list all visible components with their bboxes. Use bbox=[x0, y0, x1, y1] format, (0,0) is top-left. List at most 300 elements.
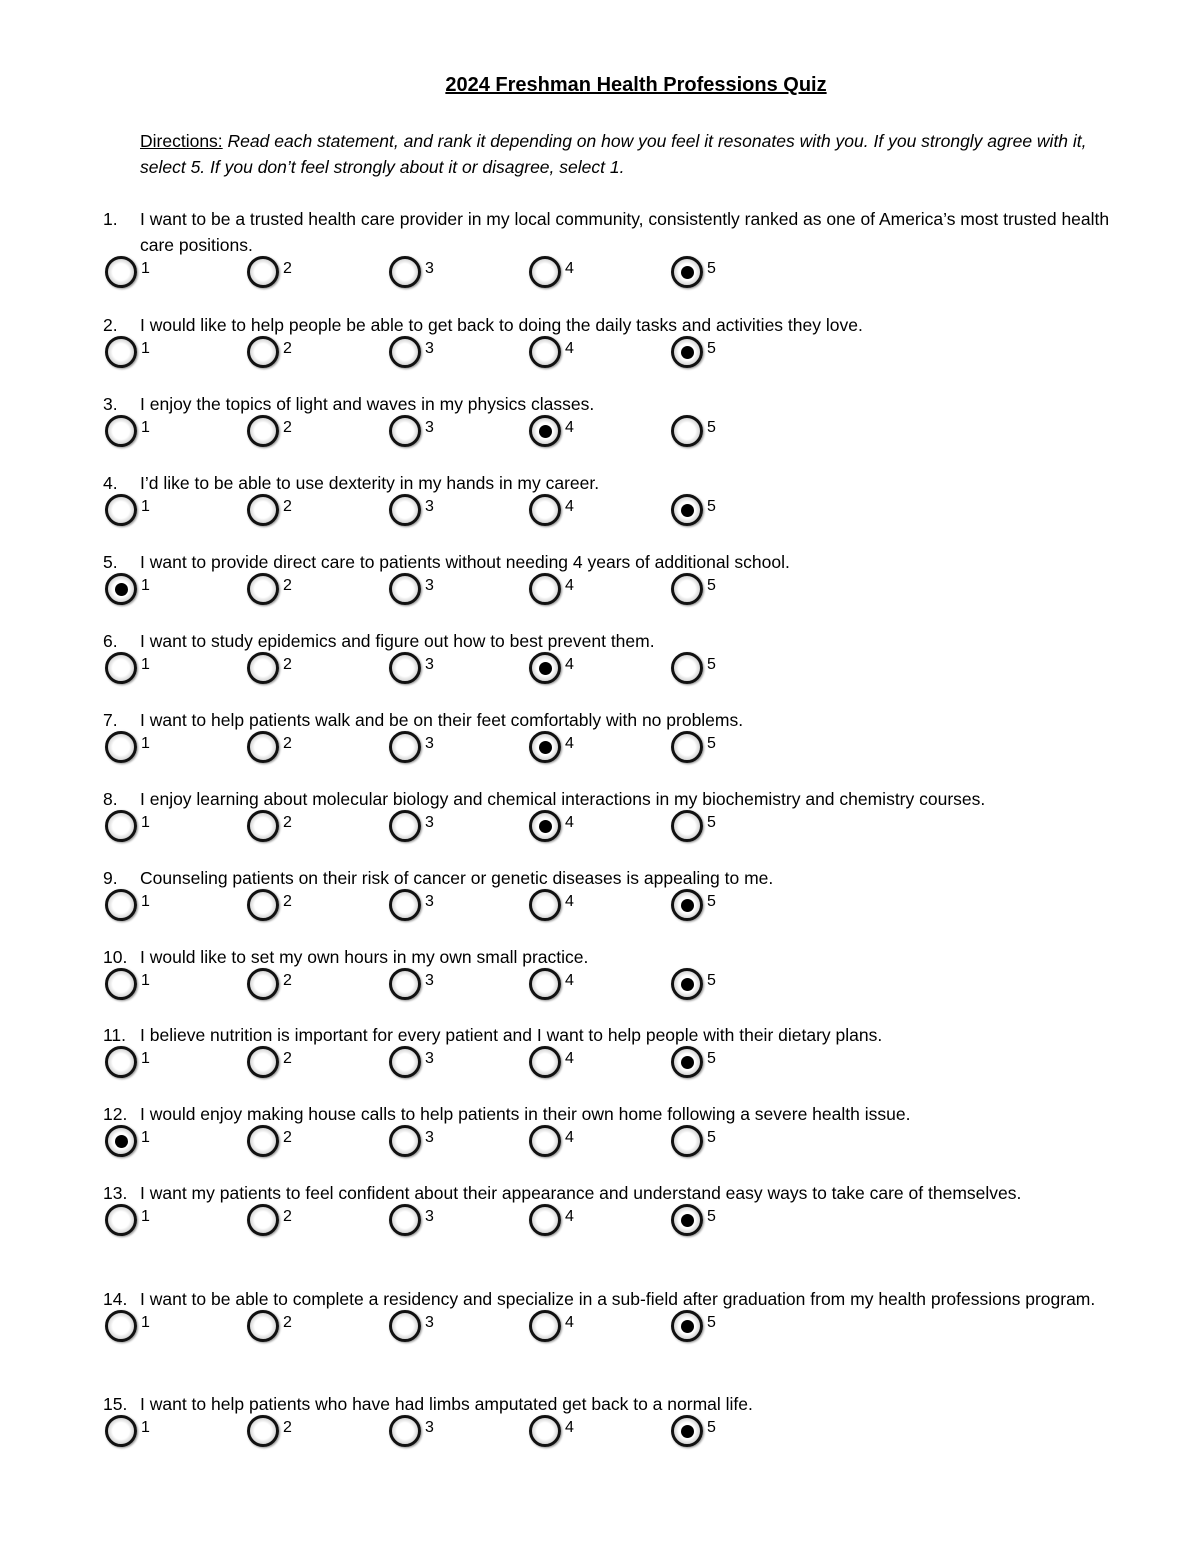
radio-circle-icon[interactable] bbox=[389, 1125, 421, 1157]
radio-circle-icon[interactable] bbox=[529, 573, 561, 605]
radio-circle-icon[interactable] bbox=[671, 1046, 703, 1078]
rating-option-5[interactable] bbox=[669, 492, 719, 528]
rating-option-label: 2 bbox=[283, 814, 292, 831]
question-text: I would like to help people be able to get back to doing the daily tasks and activities they love. bbox=[140, 315, 863, 335]
radio-circle-icon[interactable] bbox=[247, 573, 279, 605]
rating-option-label: 5 bbox=[707, 260, 716, 277]
rating-option-4[interactable] bbox=[527, 1044, 577, 1080]
radio-selected-dot-icon bbox=[539, 662, 552, 675]
question-text-row bbox=[103, 206, 1133, 258]
radio-circle-icon[interactable] bbox=[671, 415, 703, 447]
rating-option-label: 5 bbox=[707, 1419, 716, 1436]
rating-option-3[interactable] bbox=[387, 1044, 437, 1080]
question-text: I enjoy learning about molecular biology and chemical interactions in my biochemistry and chemistry courses. bbox=[140, 789, 986, 809]
radio-circle-icon[interactable] bbox=[105, 652, 137, 684]
rating-option-label: 4 bbox=[565, 1129, 574, 1146]
rating-option-4[interactable] bbox=[527, 1202, 577, 1238]
rating-option-5[interactable] bbox=[669, 729, 719, 765]
radio-circle-icon[interactable] bbox=[247, 494, 279, 526]
radio-circle-icon[interactable] bbox=[105, 1046, 137, 1078]
question-12 bbox=[103, 1101, 1133, 1163]
rating-option-1[interactable] bbox=[103, 1308, 153, 1344]
rating-option-label: 3 bbox=[425, 814, 434, 831]
rating-option-label: 4 bbox=[565, 972, 574, 989]
question-10 bbox=[103, 944, 1133, 1006]
radio-circle-icon[interactable] bbox=[529, 1204, 561, 1236]
question-number: 11. bbox=[103, 1025, 127, 1045]
radio-circle-icon[interactable] bbox=[389, 1415, 421, 1447]
rating-option-2[interactable] bbox=[245, 334, 295, 370]
radio-circle-icon[interactable] bbox=[105, 1125, 137, 1157]
radio-circle-icon[interactable] bbox=[389, 1046, 421, 1078]
radio-circle-icon[interactable] bbox=[389, 494, 421, 526]
radio-circle-icon[interactable] bbox=[247, 652, 279, 684]
question-text: I would enjoy making house calls to help patients in their own home following a severe health issue. bbox=[140, 1104, 911, 1124]
question-text: Counseling patients on their risk of cancer or genetic diseases is appealing to me. bbox=[140, 868, 774, 888]
rating-option-3[interactable] bbox=[387, 1308, 437, 1344]
radio-selected-dot-icon bbox=[681, 346, 694, 359]
radio-selected-dot-icon bbox=[539, 425, 552, 438]
question-15 bbox=[103, 1391, 1133, 1453]
radio-circle-icon[interactable] bbox=[247, 1310, 279, 1342]
rating-option-4[interactable] bbox=[527, 1123, 577, 1159]
question-11 bbox=[103, 1022, 1133, 1084]
radio-circle-icon[interactable] bbox=[247, 415, 279, 447]
rating-option-4[interactable] bbox=[527, 1308, 577, 1344]
rating-option-label: 1 bbox=[141, 814, 150, 831]
question-14 bbox=[103, 1286, 1133, 1348]
radio-circle-icon[interactable] bbox=[671, 336, 703, 368]
radio-selected-dot-icon bbox=[115, 1135, 128, 1148]
radio-selected-dot-icon bbox=[539, 741, 552, 754]
rating-option-label: 1 bbox=[141, 656, 150, 673]
rating-option-label: 3 bbox=[425, 419, 434, 436]
rating-option-label: 2 bbox=[283, 260, 292, 277]
radio-circle-icon[interactable] bbox=[389, 810, 421, 842]
rating-option-5[interactable] bbox=[669, 413, 719, 449]
rating-option-4[interactable] bbox=[527, 254, 577, 290]
rating-option-label: 3 bbox=[425, 656, 434, 673]
rating-option-5[interactable] bbox=[669, 1413, 719, 1449]
rating-option-label: 5 bbox=[707, 1129, 716, 1146]
rating-option-1[interactable] bbox=[103, 1123, 153, 1159]
radio-circle-icon[interactable] bbox=[105, 1415, 137, 1447]
radio-circle-icon[interactable] bbox=[105, 415, 137, 447]
question-number: 10. bbox=[103, 947, 128, 967]
question-text: I believe nutrition is important for every patient and I want to help people with their dietary plans. bbox=[140, 1025, 883, 1045]
rating-option-label: 5 bbox=[707, 656, 716, 673]
radio-circle-icon[interactable] bbox=[105, 810, 137, 842]
rating-option-label: 3 bbox=[425, 1419, 434, 1436]
rating-option-1[interactable] bbox=[103, 492, 153, 528]
rating-option-2[interactable] bbox=[245, 887, 295, 923]
rating-option-3[interactable] bbox=[387, 413, 437, 449]
rating-option-label: 3 bbox=[425, 340, 434, 357]
rating-option-4[interactable] bbox=[527, 334, 577, 370]
question-9 bbox=[103, 865, 1133, 927]
rating-option-label: 4 bbox=[565, 1314, 574, 1331]
rating-option-5[interactable] bbox=[669, 650, 719, 686]
rating-option-2[interactable] bbox=[245, 808, 295, 844]
rating-option-label: 2 bbox=[283, 1129, 292, 1146]
radio-circle-icon[interactable] bbox=[247, 256, 279, 288]
rating-option-3[interactable] bbox=[387, 966, 437, 1002]
radio-selected-dot-icon bbox=[681, 266, 694, 279]
rating-option-label: 3 bbox=[425, 1314, 434, 1331]
rating-option-3[interactable] bbox=[387, 1413, 437, 1449]
rating-option-2[interactable] bbox=[245, 729, 295, 765]
radio-circle-icon[interactable] bbox=[389, 256, 421, 288]
radio-circle-icon[interactable] bbox=[389, 1204, 421, 1236]
rating-options bbox=[103, 492, 1133, 532]
rating-option-label: 5 bbox=[707, 498, 716, 515]
rating-options bbox=[103, 966, 1133, 1006]
radio-circle-icon[interactable] bbox=[247, 1204, 279, 1236]
rating-option-3[interactable] bbox=[387, 650, 437, 686]
rating-option-label: 3 bbox=[425, 260, 434, 277]
rating-option-3[interactable] bbox=[387, 492, 437, 528]
question-7 bbox=[103, 707, 1133, 769]
question-number: 6. bbox=[103, 631, 118, 651]
rating-option-label: 2 bbox=[283, 419, 292, 436]
rating-options bbox=[103, 729, 1133, 769]
rating-option-1[interactable] bbox=[103, 1044, 153, 1080]
rating-option-label: 4 bbox=[565, 1419, 574, 1436]
rating-option-label: 5 bbox=[707, 1050, 716, 1067]
radio-circle-icon[interactable] bbox=[389, 336, 421, 368]
rating-option-label: 4 bbox=[565, 814, 574, 831]
rating-option-label: 1 bbox=[141, 735, 150, 752]
radio-circle-icon[interactable] bbox=[105, 573, 137, 605]
rating-option-2[interactable] bbox=[245, 1202, 295, 1238]
rating-option-label: 4 bbox=[565, 656, 574, 673]
question-text: I want to provide direct care to patients without needing 4 years of additional school. bbox=[140, 552, 790, 572]
radio-circle-icon[interactable] bbox=[671, 1415, 703, 1447]
radio-circle-icon[interactable] bbox=[529, 731, 561, 763]
question-4 bbox=[103, 470, 1133, 532]
rating-option-2[interactable] bbox=[245, 1123, 295, 1159]
question-text: I want to help patients who have had limbs amputated get back to a normal life. bbox=[140, 1394, 753, 1414]
rating-option-label: 2 bbox=[283, 1314, 292, 1331]
radio-circle-icon[interactable] bbox=[389, 573, 421, 605]
rating-option-label: 5 bbox=[707, 814, 716, 831]
radio-circle-icon[interactable] bbox=[529, 810, 561, 842]
radio-circle-icon[interactable] bbox=[247, 1125, 279, 1157]
question-5 bbox=[103, 549, 1133, 611]
radio-circle-icon[interactable] bbox=[105, 731, 137, 763]
rating-option-label: 1 bbox=[141, 1419, 150, 1436]
rating-option-5[interactable] bbox=[669, 966, 719, 1002]
rating-option-1[interactable] bbox=[103, 650, 153, 686]
rating-option-label: 1 bbox=[141, 1208, 150, 1225]
rating-option-1[interactable] bbox=[103, 808, 153, 844]
rating-option-5[interactable] bbox=[669, 1202, 719, 1238]
rating-option-1[interactable] bbox=[103, 1413, 153, 1449]
radio-selected-dot-icon bbox=[681, 504, 694, 517]
radio-circle-icon[interactable] bbox=[529, 968, 561, 1000]
rating-option-label: 2 bbox=[283, 340, 292, 357]
question-3 bbox=[103, 391, 1133, 453]
radio-circle-icon[interactable] bbox=[389, 731, 421, 763]
rating-option-label: 1 bbox=[141, 1314, 150, 1331]
rating-option-2[interactable] bbox=[245, 650, 295, 686]
radio-circle-icon[interactable] bbox=[247, 1415, 279, 1447]
rating-option-3[interactable] bbox=[387, 1123, 437, 1159]
question-6 bbox=[103, 628, 1133, 690]
radio-selected-dot-icon bbox=[681, 899, 694, 912]
rating-option-label: 5 bbox=[707, 1314, 716, 1331]
rating-option-label: 2 bbox=[283, 893, 292, 910]
rating-option-1[interactable] bbox=[103, 966, 153, 1002]
rating-option-label: 5 bbox=[707, 893, 716, 910]
question-text: I enjoy the topics of light and waves in my physics classes. bbox=[140, 394, 595, 414]
radio-circle-icon[interactable] bbox=[105, 968, 137, 1000]
radio-circle-icon[interactable] bbox=[671, 573, 703, 605]
rating-options bbox=[103, 808, 1133, 848]
rating-option-label: 2 bbox=[283, 656, 292, 673]
question-2 bbox=[103, 312, 1133, 374]
rating-option-label: 4 bbox=[565, 735, 574, 752]
rating-option-label: 3 bbox=[425, 735, 434, 752]
rating-options bbox=[103, 1308, 1133, 1348]
question-text: I want to study epidemics and figure out how to best prevent them. bbox=[140, 631, 655, 651]
radio-circle-icon[interactable] bbox=[247, 810, 279, 842]
rating-option-4[interactable] bbox=[527, 1413, 577, 1449]
radio-circle-icon[interactable] bbox=[247, 968, 279, 1000]
radio-circle-icon[interactable] bbox=[529, 652, 561, 684]
radio-circle-icon[interactable] bbox=[671, 652, 703, 684]
question-text: I want to be a trusted health care provider in my local community, consistently ranked as one of America’s most trusted health care positions. bbox=[140, 209, 1110, 255]
radio-selected-dot-icon bbox=[681, 978, 694, 991]
rating-option-4[interactable] bbox=[527, 729, 577, 765]
rating-option-3[interactable] bbox=[387, 729, 437, 765]
radio-selected-dot-icon bbox=[539, 820, 552, 833]
rating-options bbox=[103, 1044, 1133, 1084]
rating-option-5[interactable] bbox=[669, 1123, 719, 1159]
radio-circle-icon[interactable] bbox=[671, 1310, 703, 1342]
rating-option-label: 2 bbox=[283, 735, 292, 752]
rating-option-label: 1 bbox=[141, 972, 150, 989]
rating-option-5[interactable] bbox=[669, 254, 719, 290]
rating-option-label: 3 bbox=[425, 577, 434, 594]
rating-option-1[interactable] bbox=[103, 334, 153, 370]
rating-option-5[interactable] bbox=[669, 1044, 719, 1080]
radio-selected-dot-icon bbox=[115, 583, 128, 596]
radio-circle-icon[interactable] bbox=[671, 1204, 703, 1236]
rating-options bbox=[103, 571, 1133, 611]
radio-circle-icon[interactable] bbox=[529, 415, 561, 447]
radio-circle-icon[interactable] bbox=[529, 494, 561, 526]
rating-options bbox=[103, 1123, 1133, 1163]
question-8 bbox=[103, 786, 1133, 848]
radio-selected-dot-icon bbox=[681, 1425, 694, 1438]
rating-option-2[interactable] bbox=[245, 966, 295, 1002]
radio-circle-icon[interactable] bbox=[247, 731, 279, 763]
rating-option-4[interactable] bbox=[527, 571, 577, 607]
rating-option-2[interactable] bbox=[245, 1308, 295, 1344]
rating-options bbox=[103, 1202, 1133, 1242]
rating-option-4[interactable] bbox=[527, 887, 577, 923]
radio-circle-icon[interactable] bbox=[247, 1046, 279, 1078]
question-number: 15. bbox=[103, 1394, 128, 1414]
radio-circle-icon[interactable] bbox=[671, 731, 703, 763]
rating-options bbox=[103, 1413, 1133, 1453]
radio-circle-icon[interactable] bbox=[529, 1125, 561, 1157]
radio-circle-icon[interactable] bbox=[671, 889, 703, 921]
radio-circle-icon[interactable] bbox=[671, 494, 703, 526]
rating-option-label: 4 bbox=[565, 340, 574, 357]
radio-circle-icon[interactable] bbox=[671, 810, 703, 842]
rating-option-5[interactable] bbox=[669, 334, 719, 370]
radio-circle-icon[interactable] bbox=[105, 889, 137, 921]
radio-circle-icon[interactable] bbox=[529, 1310, 561, 1342]
rating-option-1[interactable] bbox=[103, 413, 153, 449]
rating-option-label: 4 bbox=[565, 577, 574, 594]
radio-circle-icon[interactable] bbox=[105, 336, 137, 368]
rating-option-4[interactable] bbox=[527, 966, 577, 1002]
question-1 bbox=[103, 206, 1133, 294]
rating-option-label: 3 bbox=[425, 893, 434, 910]
question-text: I would like to set my own hours in my own small practice. bbox=[140, 947, 589, 967]
radio-circle-icon[interactable] bbox=[247, 889, 279, 921]
radio-selected-dot-icon bbox=[681, 1056, 694, 1069]
radio-circle-icon[interactable] bbox=[671, 1125, 703, 1157]
question-number: 7. bbox=[103, 710, 118, 730]
question-text: I want to help patients walk and be on their feet comfortably with no problems. bbox=[140, 710, 744, 730]
rating-option-5[interactable] bbox=[669, 887, 719, 923]
rating-option-5[interactable] bbox=[669, 808, 719, 844]
rating-option-2[interactable] bbox=[245, 1413, 295, 1449]
rating-option-2[interactable] bbox=[245, 492, 295, 528]
question-13 bbox=[103, 1180, 1133, 1242]
rating-option-label: 1 bbox=[141, 260, 150, 277]
rating-option-label: 4 bbox=[565, 260, 574, 277]
rating-option-3[interactable] bbox=[387, 887, 437, 923]
question-number: 12. bbox=[103, 1104, 128, 1124]
rating-option-2[interactable] bbox=[245, 571, 295, 607]
question-number: 5. bbox=[103, 552, 118, 572]
radio-circle-icon[interactable] bbox=[529, 1046, 561, 1078]
radio-circle-icon[interactable] bbox=[671, 968, 703, 1000]
rating-option-3[interactable] bbox=[387, 254, 437, 290]
question-text: I want my patients to feel confident about their appearance and understand easy ways to take care of themselves. bbox=[140, 1183, 1022, 1203]
rating-option-5[interactable] bbox=[669, 571, 719, 607]
rating-option-label: 2 bbox=[283, 1050, 292, 1067]
rating-option-label: 2 bbox=[283, 972, 292, 989]
rating-option-label: 3 bbox=[425, 1208, 434, 1225]
radio-circle-icon[interactable] bbox=[389, 1310, 421, 1342]
radio-circle-icon[interactable] bbox=[105, 256, 137, 288]
radio-circle-icon[interactable] bbox=[389, 889, 421, 921]
rating-option-label: 3 bbox=[425, 972, 434, 989]
question-number: 2. bbox=[103, 315, 118, 335]
rating-option-1[interactable] bbox=[103, 887, 153, 923]
rating-option-label: 5 bbox=[707, 972, 716, 989]
rating-options bbox=[103, 334, 1133, 374]
rating-option-label: 2 bbox=[283, 577, 292, 594]
rating-option-1[interactable] bbox=[103, 254, 153, 290]
radio-selected-dot-icon bbox=[681, 1320, 694, 1333]
rating-option-label: 5 bbox=[707, 419, 716, 436]
rating-option-3[interactable] bbox=[387, 1202, 437, 1238]
radio-circle-icon[interactable] bbox=[529, 889, 561, 921]
rating-option-1[interactable] bbox=[103, 729, 153, 765]
rating-options bbox=[103, 887, 1133, 927]
rating-option-label: 1 bbox=[141, 419, 150, 436]
rating-option-4[interactable] bbox=[527, 650, 577, 686]
question-number: 1. bbox=[103, 209, 118, 229]
question-number: 4. bbox=[103, 473, 118, 493]
question-number: 9. bbox=[103, 868, 118, 888]
radio-circle-icon[interactable] bbox=[105, 1310, 137, 1342]
radio-circle-icon[interactable] bbox=[247, 336, 279, 368]
rating-option-label: 2 bbox=[283, 498, 292, 515]
rating-option-1[interactable] bbox=[103, 571, 153, 607]
rating-option-3[interactable] bbox=[387, 808, 437, 844]
rating-option-2[interactable] bbox=[245, 254, 295, 290]
rating-option-label: 1 bbox=[141, 577, 150, 594]
question-number: 14. bbox=[103, 1289, 128, 1309]
radio-circle-icon[interactable] bbox=[105, 1204, 137, 1236]
rating-option-label: 5 bbox=[707, 340, 716, 357]
radio-circle-icon[interactable] bbox=[389, 415, 421, 447]
radio-selected-dot-icon bbox=[681, 1214, 694, 1227]
rating-option-label: 2 bbox=[283, 1208, 292, 1225]
rating-option-label: 1 bbox=[141, 1050, 150, 1067]
rating-option-3[interactable] bbox=[387, 334, 437, 370]
rating-option-label: 2 bbox=[283, 1419, 292, 1436]
rating-option-2[interactable] bbox=[245, 1044, 295, 1080]
rating-option-label: 1 bbox=[141, 893, 150, 910]
rating-option-label: 1 bbox=[141, 340, 150, 357]
rating-option-label: 5 bbox=[707, 735, 716, 752]
rating-options bbox=[103, 254, 1133, 294]
rating-option-5[interactable] bbox=[669, 1308, 719, 1344]
directions bbox=[140, 128, 1130, 180]
rating-option-4[interactable] bbox=[527, 413, 577, 449]
question-text: I want to be able to complete a residency and specialize in a sub-field after graduation from my health professions program. bbox=[140, 1289, 1096, 1309]
rating-option-4[interactable] bbox=[527, 808, 577, 844]
radio-circle-icon[interactable] bbox=[529, 336, 561, 368]
rating-option-label: 5 bbox=[707, 577, 716, 594]
rating-option-label: 4 bbox=[565, 1208, 574, 1225]
rating-option-label: 3 bbox=[425, 498, 434, 515]
rating-option-3[interactable] bbox=[387, 571, 437, 607]
rating-option-label: 4 bbox=[565, 498, 574, 515]
radio-circle-icon[interactable] bbox=[529, 1415, 561, 1447]
rating-options bbox=[103, 413, 1133, 453]
rating-option-2[interactable] bbox=[245, 413, 295, 449]
rating-option-label: 1 bbox=[141, 498, 150, 515]
question-number: 13. bbox=[103, 1183, 128, 1203]
rating-option-label: 1 bbox=[141, 1129, 150, 1146]
rating-option-label: 3 bbox=[425, 1050, 434, 1067]
rating-option-4[interactable] bbox=[527, 492, 577, 528]
radio-circle-icon[interactable] bbox=[529, 256, 561, 288]
rating-option-label: 4 bbox=[565, 1050, 574, 1067]
question-number: 8. bbox=[103, 789, 118, 809]
radio-circle-icon[interactable] bbox=[389, 968, 421, 1000]
rating-options bbox=[103, 650, 1133, 690]
radio-circle-icon[interactable] bbox=[671, 256, 703, 288]
radio-circle-icon[interactable] bbox=[105, 494, 137, 526]
rating-option-label: 3 bbox=[425, 1129, 434, 1146]
rating-option-1[interactable] bbox=[103, 1202, 153, 1238]
rating-option-label: 4 bbox=[565, 419, 574, 436]
rating-option-label: 5 bbox=[707, 1208, 716, 1225]
page-title: 2024 Freshman Health Professions Quiz bbox=[445, 74, 827, 96]
radio-circle-icon[interactable] bbox=[389, 652, 421, 684]
